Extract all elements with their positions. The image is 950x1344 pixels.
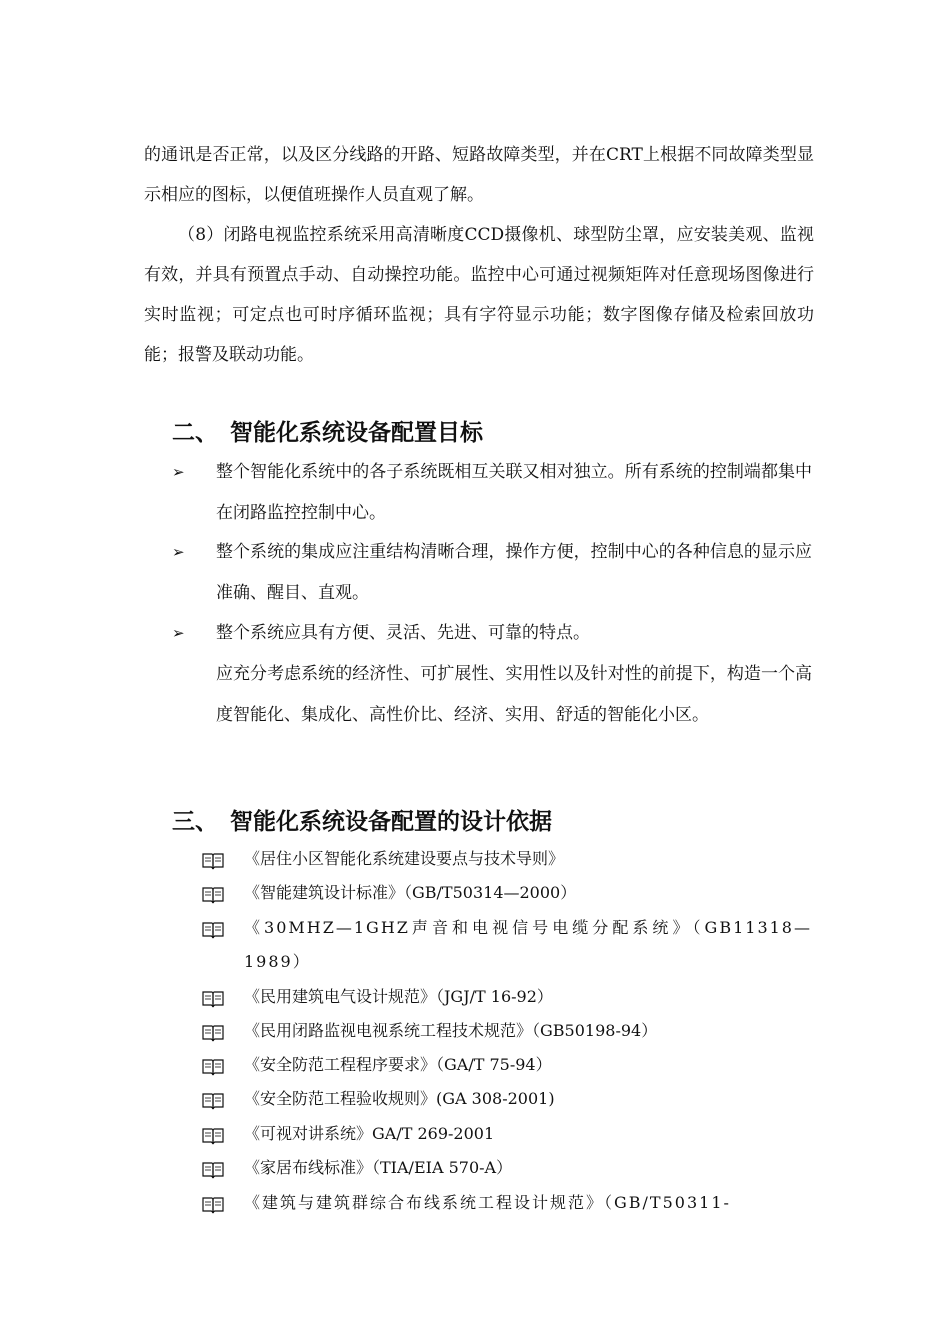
reference-text: 《可视对讲系统》GA/T 269-2001: [244, 1124, 495, 1143]
book-icon: [202, 1124, 224, 1144]
section-2-closing-paragraph: 应充分考虑系统的经济性、可扩展性、实用性以及针对性的前提下，构造一个高度智能化、集成化、高性价比、经济、实用、舒适的智能化小区。: [216, 664, 812, 725]
reference-text: 《民用建筑电气设计规范》（JGJ/T 16-92）: [244, 987, 553, 1006]
reference-item: [202, 1151, 812, 1185]
reference-item: [202, 1048, 812, 1082]
reference-item: [202, 1186, 812, 1220]
section-3-heading: [172, 803, 552, 836]
reference-text: 《家居布线标准》（TIA/EIA 570-A）: [244, 1158, 513, 1177]
reference-text: 《安全防范工程程序要求》（GA/T 75-94）: [244, 1055, 552, 1074]
section-2-title: 智能化系统设备配置目标: [230, 420, 483, 446]
book-icon: [202, 1158, 224, 1178]
book-icon: [202, 883, 224, 903]
book-icon: [202, 849, 224, 869]
bullet-text: 整个系统的集成应注重结构清晰合理，操作方便，控制中心的各种信息的显示应准确、醒目、直观。: [216, 542, 812, 603]
book-icon: [202, 918, 224, 938]
book-icon: [202, 987, 224, 1007]
reference-text: 《智能建筑设计标准》（GB/T50314—2000）: [244, 883, 577, 902]
reference-item: [202, 842, 812, 876]
reference-text: 《30MHZ—1GHZ声音和电视信号电缆分配系统》（GB11318—1989）: [244, 918, 812, 971]
section-2-heading: [172, 414, 483, 447]
reference-item: [202, 911, 812, 979]
book-icon: [202, 1193, 224, 1213]
book-icon: [202, 1055, 224, 1075]
reference-text: 《安全防范工程验收规则》(GA 308-2001): [244, 1089, 555, 1108]
section-2-bullet-3: [172, 613, 812, 654]
section-3-number: 三、: [172, 809, 218, 835]
reference-text: 《居住小区智能化系统建设要点与技术导则》: [244, 849, 565, 868]
book-icon: [202, 1021, 224, 1041]
reference-item: [202, 876, 812, 910]
arrow-bullet-icon: ➢: [172, 624, 185, 642]
intro-paragraph-1: 的通讯是否正常，以及区分线路的开路、短路故障类型，并在CRT上根据不同故障类型显示相应的图标，以便值班操作人员直观了解。: [144, 145, 814, 205]
reference-item: [202, 1117, 812, 1151]
reference-item: [202, 1014, 812, 1048]
reference-item: [202, 1082, 812, 1116]
intro-paragraph-2: （8）闭路电视监控系统采用高清晰度CCD摄像机、球型防尘罩，应安装美观、监视有效，并具有预置点手动、自动操控功能。监控中心可通过视频矩阵对任意现场图像进行实时监视；可定点也可时序循环监视；具有字符显示功能；数字图像存储及检索回放功能；报警及联动功能。: [144, 225, 814, 365]
bullet-text: 整个系统应具有方便、灵活、先进、可靠的特点。: [216, 623, 590, 643]
section-2-bullet-2: [172, 532, 812, 614]
section-2-bullet-1: [172, 452, 812, 534]
arrow-bullet-icon: ➢: [172, 463, 185, 481]
section-3-title: 智能化系统设备配置的设计依据: [230, 809, 552, 835]
reference-text: 《民用闭路监视电视系统工程技术规范》（GB50198-94）: [244, 1021, 658, 1040]
section-2-number: 二、: [172, 420, 218, 446]
bullet-text: 整个智能化系统中的各子系统既相互关联又相对独立。所有系统的控制端都集中在闭路监控控制中心。: [216, 462, 812, 523]
book-icon: [202, 1089, 224, 1109]
reference-item: [202, 980, 812, 1014]
reference-text: 《建筑与建筑群综合布线系统工程设计规范》（GB/T50311-: [244, 1193, 731, 1212]
arrow-bullet-icon: ➢: [172, 543, 185, 561]
